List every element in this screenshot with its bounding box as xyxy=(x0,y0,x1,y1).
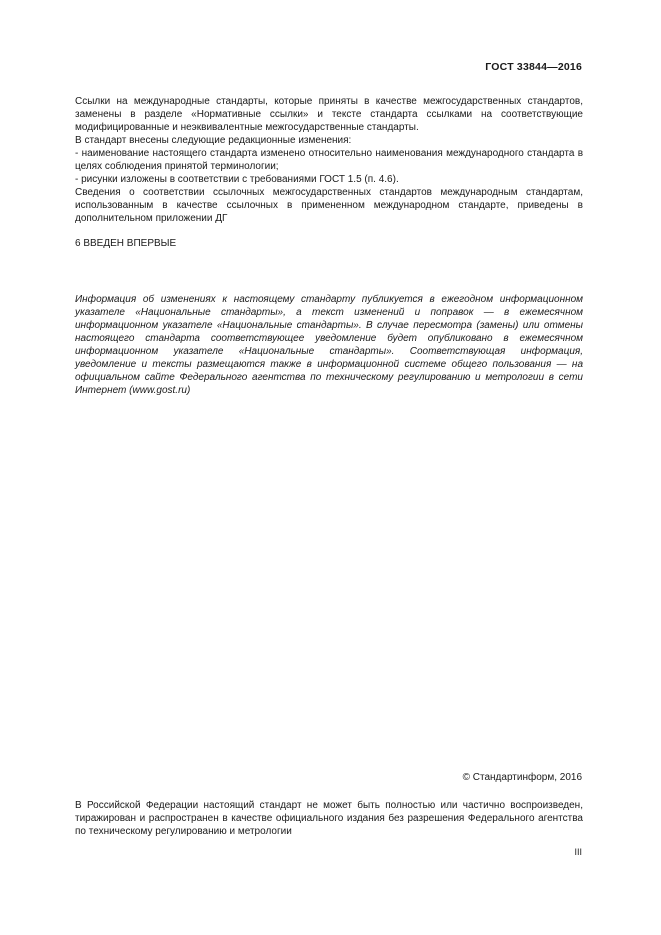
change-item-2-text: - рисунки изложены в соответствии с требованиями ГОСТ 1.5 (п. 4.6). xyxy=(75,174,399,185)
copyright-line: © Стандартинформ, 2016 xyxy=(462,772,582,783)
change-item-1 xyxy=(75,147,583,173)
refs-paragraph xyxy=(75,95,583,134)
compliance-paragraph xyxy=(75,186,583,225)
changes-intro-text: В стандарт внесены следующие редакционные изменения: xyxy=(75,135,352,146)
compliance-paragraph-text: Сведения о соответствии ссылочных межгосударственных стандартов международным стандартам, использованным в качестве ссылочных в примененном международном стандарте, приведены в дополнительном приложении ДГ xyxy=(75,187,583,224)
standard-code-header: ГОСТ 33844—2016 xyxy=(485,61,582,73)
section-6-heading: 6 ВВЕДЕН ВПЕРВЫЕ xyxy=(75,238,177,249)
change-item-1-text: - наименование настоящего стандарта изменено относительно наименования международного стандарта в целях соблюдения принятой терминологии; xyxy=(75,148,583,172)
page-number: III xyxy=(574,847,582,857)
legal-notice: В Российской Федерации настоящий стандарт не может быть полностью или частично воспроизведен, тиражирован и распространен в качестве официального издания без разрешения Федерального агентства по техническому регулированию и метрологии xyxy=(75,800,583,837)
change-item-2 xyxy=(75,173,583,186)
intro-section xyxy=(75,95,583,225)
refs-paragraph-text: Ссылки на международные стандарты, которые приняты в качестве межгосударственных стандартов, заменены в разделе «Нормативные ссылки» и тексте стандарта ссылками на соответствующие модифицированные и неэквивалентные межгосударственные стандарты. xyxy=(75,96,583,133)
info-notice: Информация об изменениях к настоящему стандарту публикуется в ежегодном информационном указателе «Национальные стандарты», а текст изменений и поправок — в ежемесячном информационном указателе «Национальные стандарты». В случае пересмотра (замены) или отмены настоящего стандарта соответствующее уведомление будет опубликовано в ежемесячном информационном указателе «Национальные стандарты». Соответствующая информация, уведомление и тексты размещаются также в информационной системе общего пользования — на официальном сайте Федерального агентства по техническому регулированию и метрологии в сети Интернет (www.gost.ru) xyxy=(75,294,583,396)
changes-intro xyxy=(75,134,583,147)
